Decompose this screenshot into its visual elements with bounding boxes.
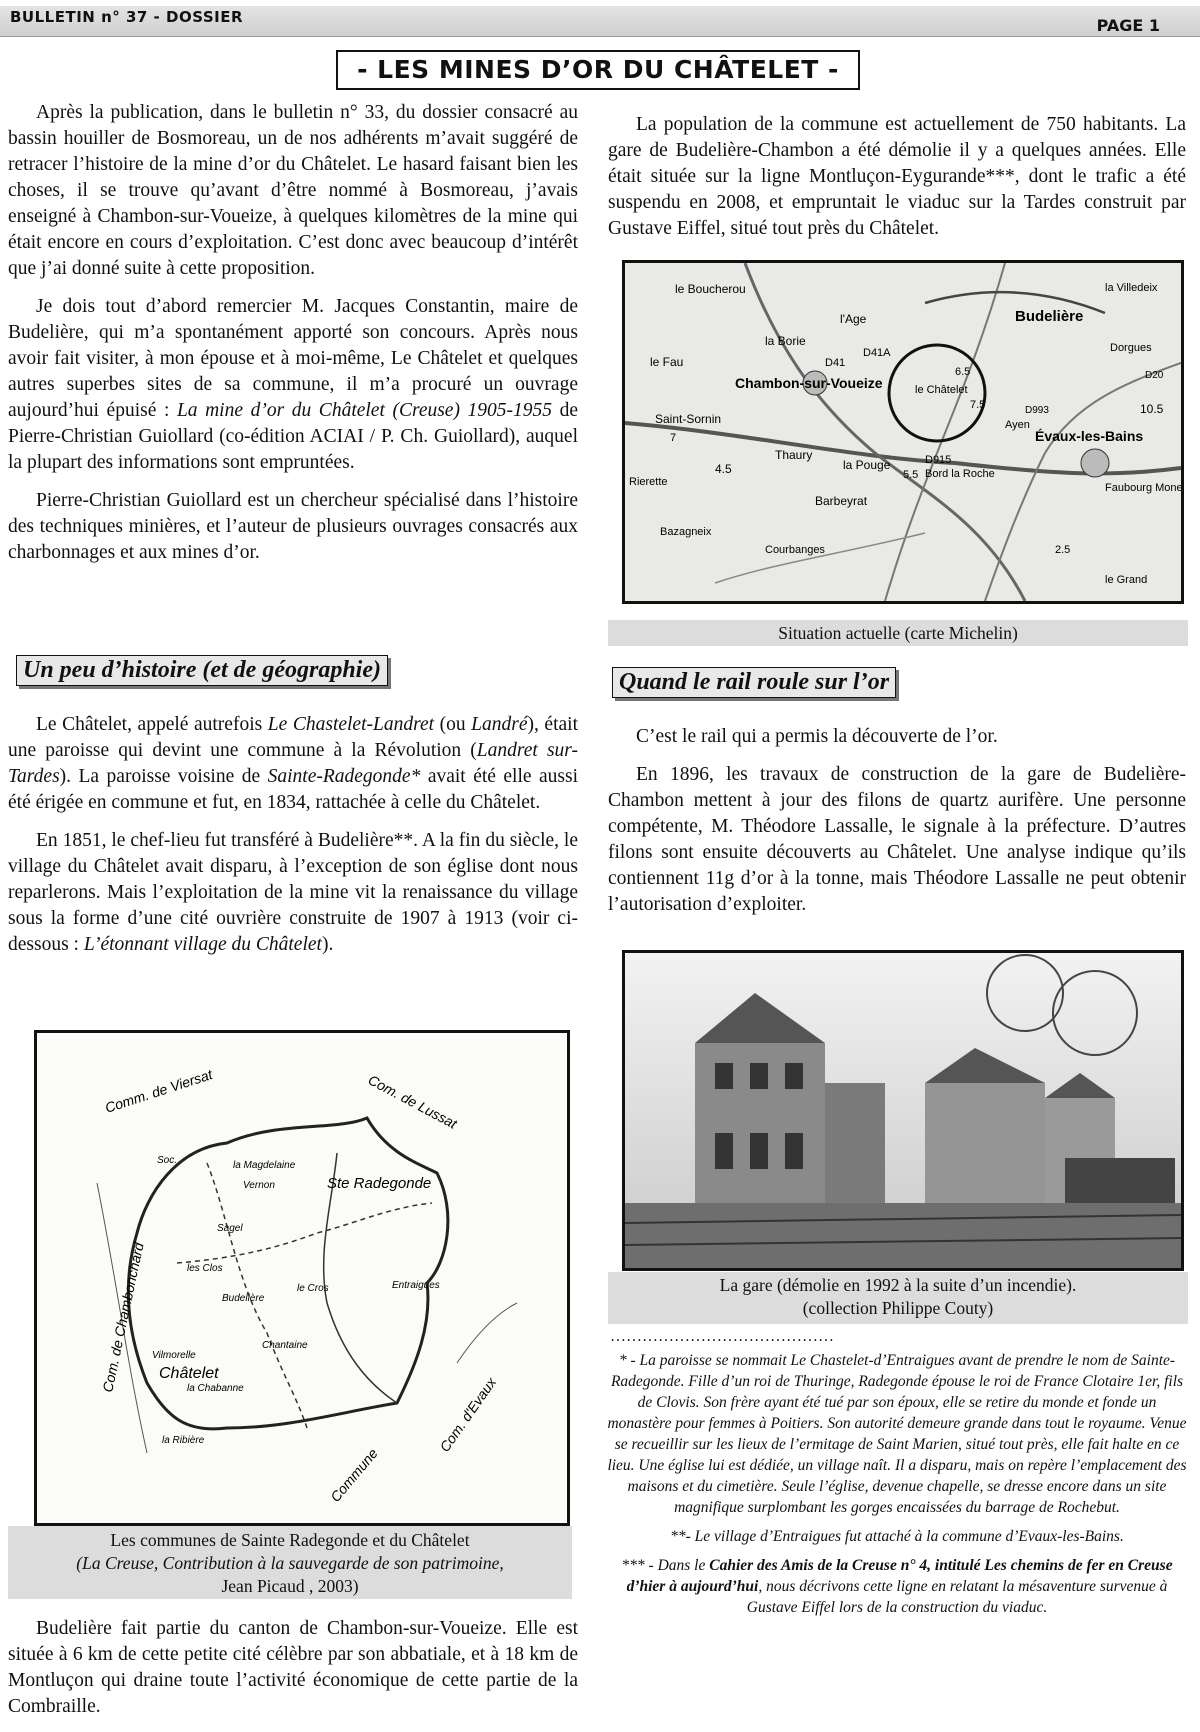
footnote-2: **- Le village d’Entraigues fut attaché à la commune d’Evaux-les-Bains. [670, 1528, 1124, 1545]
map1-label: le Grand [1105, 574, 1148, 586]
map1-label: 4.5 [715, 462, 732, 476]
map1-label: 7 [670, 432, 677, 444]
map1-label: 7.5 [970, 399, 986, 411]
page-title: - LES MINES D’OR DU CHÂTELET - [336, 50, 860, 90]
map2-label: Ste Radegonde [327, 1175, 432, 1192]
map1-label: la Borie [765, 334, 806, 348]
canton-paragraph: Budelière fait partie du canton de Chambon-sur-Voueize. Elle est située à 6 km de cette petite cité célèbre par son abbatiale, et à 18 km de Montluçon qui draine toute l’activité économique de cette partie de la Combraille. [8, 1618, 578, 1717]
map2-label: Chantaine [262, 1340, 308, 1351]
bulletin-label: BULLETIN n° 37 - DOSSIER [10, 8, 244, 26]
map1-label: Thaury [775, 448, 813, 462]
michelin-map-frame [622, 260, 1184, 604]
map1-label: D41A [863, 347, 891, 359]
history-paragraph-2: En 1851, le chef-lieu fut transféré à Budelière**. A la fin du siècle, le village du Châtelet avait disparu, à l’exception de son église dont nous reparlerons. Mais l’exploitation de la mine vit la renaissance du village sous la forme d’une cité ouvrière construite de 1907 à 1913 (voir ci-dessous : L’étonnant village du Châtelet). [8, 830, 578, 955]
handdrawn-map-frame [34, 1030, 570, 1526]
thanks-paragraph: Je dois tout d’abord remercier M. Jacques Constantin, maire de Budelière, qui m’a spontanément apporté son concours. Après nous avoir fait visiter, à mon épouse et à moi-même, Le Châtelet et quelques autres superbes sites de sa commune, il m’a procuré un ouvrage aujourd’hui épuisé : La mine d’or du Châtelet (Creuse) 1905-1955 de Pierre-Christian Guiollard (co-édition ACIAI / P. Ch. Guiollard), auquel la plupart des informations sont empruntées. [8, 296, 579, 473]
map2-label: la Ribière [162, 1435, 205, 1446]
handdrawn-map-caption: Les communes de Sainte Radegonde et du Châtelet (La Creuse, Contribution à la sauvegarde de son patrimoine, Jean Picaud , 2003) [8, 1526, 572, 1599]
map2-label: Châtelet [159, 1365, 219, 1382]
michelin-map-caption: Situation actuelle (carte Michelin) [608, 620, 1188, 646]
map1-label: Ayen [1005, 419, 1030, 431]
map1-label: l'Age [840, 312, 867, 326]
map2-label: Comm. de Viersat [102, 1066, 215, 1116]
station-photo-caption: La gare (démolie en 1992 à la suite d’un incendie). (collection Philippe Couty) [608, 1272, 1188, 1324]
map1-label: D915 [925, 454, 952, 466]
rail-paragraph-1: C’est le rail qui a permis la découverte de l’or. [636, 726, 998, 747]
handdrawn-map [37, 1033, 567, 1523]
footnote-3: *** - Dans le Cahier des Amis de la Creuse n° 4, intitulé Les chemins de fer en Creuse d’hier à aujourd’hui, nous décrivons cette ligne en relatant la mésaventure survenue à Gustave Eiffel lors de la construction du viaduc. [621, 1557, 1173, 1616]
intro-paragraph: Après la publication, dans le bulletin n° 33, du dossier consacré au bassin houiller de Bosmoreau, un de nos adhérents m’avait suggéré de retracer l’histoire de la mine d’or du Châtelet. Le hasard faisant bien les choses, il se trouve qu’avant d’être nommé à Bosmoreau, j’avais enseigné à Chambon-sur-Voueize, à quelques kilomètres de la mine qui était encore en cours d’exploitation. C’est donc avec beaucoup d’intérêt que j’ai donné suite à cette proposition. [8, 102, 578, 279]
map1-label: 5.5 [903, 469, 919, 481]
map1-label: le Boucherou [675, 282, 746, 296]
section-heading-history: Un peu d’histoire (et de géographie) [16, 655, 388, 686]
map1-label: Barbeyrat [815, 494, 868, 508]
footnote-1: * - La paroisse se nommait Le Chastelet-d’Entraigues avant de prendre le nom de Sainte-Radegonde. Fille d’un roi de Thuringe, Radegonde épouse le roi de France Clotaire 1er, fils de Clovis. Son frère ayant été tué par son époux, elle se retire du monde et fonde un monastère pour femmes à Poitiers. Son autorité demeure grande dans tout le royaume. Venue se recueillir sur les lieux de l’ermitage de Saint Marien, situé tout près, elle fait halte en ce lieu. Une église lui est dédiée, un village naît. Il a disparu, mais on repère l’emplacement des maisons et du cimetière. Seule l’église, devenue chapelle, se dresse encore dans un site magnifique surplombant les gorges encaissées du barrage de Rochebut. [607, 1352, 1187, 1516]
map1-label: Bord la Roche [925, 468, 995, 480]
map2-label: Vernon [243, 1180, 275, 1191]
history-paragraph-1: Le Châtelet, appelé autrefois Le Chastelet-Landret (ou Landré), était une paroisse qui devint une commune à la Révolution (Landret sur-Tardes). La paroisse voisine de Sainte-Radegonde* avait été elle aussi été érigée en commune et fut, en 1834, rattachée à celle du Châtelet. [8, 714, 579, 813]
station-photo [622, 950, 1184, 1271]
notes-separator: …………………………………… [610, 1328, 834, 1345]
map2-label: la Magdelaine [233, 1160, 296, 1171]
map1-label: 2.5 [1055, 544, 1071, 556]
footnotes [606, 1350, 1188, 1626]
map1-label: le Châtelet [915, 384, 968, 396]
michelin-map [625, 263, 1181, 601]
map1-label: Rierette [629, 476, 668, 488]
map1-label: 10.5 [1140, 402, 1164, 416]
map1-label: la Pouge [843, 458, 891, 472]
page-number: PAGE 1 [1096, 16, 1160, 35]
map1-label: Faubourg Mone [1105, 482, 1181, 494]
map1-label: la Villedeix [1105, 282, 1158, 294]
map1-label: Évaux-les-Bains [1035, 428, 1144, 444]
map2-label: les Clos [187, 1263, 223, 1274]
left-column [8, 100, 578, 578]
left-column-history [8, 712, 578, 970]
right-column-rail [608, 724, 1186, 930]
author-paragraph: Pierre-Christian Guiollard est un chercheur spécialisé dans l’histoire des techniques minières, et l’auteur de plusieurs ouvrages consacrés aux charbonnages et aux mines d’or. [8, 490, 578, 563]
population-paragraph: La population de la commune est actuellement de 750 habitants. La gare de Budelière-Chambon a été démolie il y a quelques années. Elle était située sur la ligne Montluçon-Eygurande***, dont le trafic a été suspendu en 2008, et empruntait le viaduc sur la Tardes construit par Gustave Eiffel, situé tout près du Châtelet. [608, 114, 1186, 239]
map1-label: Saint-Sornin [655, 412, 722, 426]
map1-label: le Fau [650, 355, 684, 369]
map2-label: le Cros [297, 1283, 329, 1294]
map1-label: Bazagneix [660, 526, 712, 538]
map2-label: la Chabanne [187, 1383, 244, 1394]
map2-label: Entraigues [392, 1280, 440, 1291]
map1-label: 6.5 [955, 366, 971, 378]
map1-label: D993 [1025, 405, 1049, 416]
map2-label: Com. d'Evaux [436, 1374, 500, 1455]
map2-label: Budelière [222, 1293, 265, 1304]
map2-label: Com. de Lussat [365, 1071, 460, 1132]
station-photo-image [625, 953, 1181, 1268]
rail-paragraph-2: En 1896, les travaux de construction de la gare de Budelière-Chambon mettent à jour des filons de quartz aurifère. Une personne compétente, M. Théodore Lassalle, le signale à la préfecture. D’autres filons sont ensuite découverts au Châtelet. Une analyse indique qu’ils contiennent 11g d’or à la tonne, mais Théodore Lassalle ne peut obtenir l’autorisation d’exploiter. [608, 764, 1186, 915]
section-heading-rail: Quand le rail roule sur l’or [612, 667, 896, 698]
left-column-bottom [8, 1616, 578, 1732]
map2-label: Commune [327, 1445, 381, 1505]
map1-label: D41 [825, 357, 846, 369]
map2-label: Soc. [157, 1155, 178, 1166]
map2-label: Sagel [217, 1223, 243, 1234]
map2-label: Com. de Chambonchard [99, 1241, 147, 1394]
map2-label: Vilmorelle [152, 1350, 196, 1361]
map1-label: Budelière [1015, 308, 1084, 325]
map1-label: Chambon-sur-Voueize [735, 375, 883, 391]
map1-label: Courbanges [765, 544, 825, 556]
right-column [608, 112, 1186, 254]
map1-label: Dorgues [1110, 342, 1152, 354]
map1-label: D20 [1145, 370, 1164, 381]
